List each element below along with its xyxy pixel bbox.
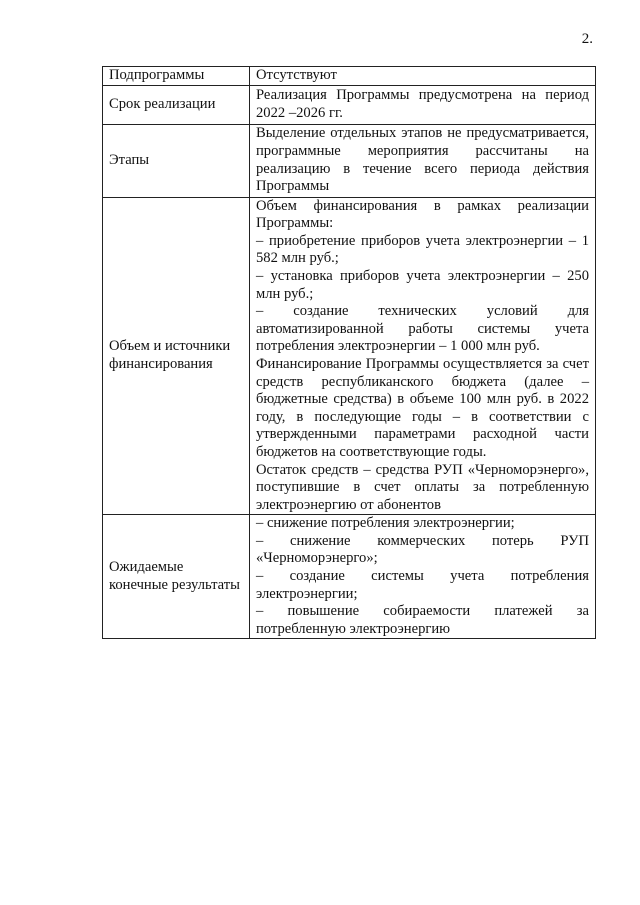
row-value-paragraph: – повышение собираемости платежей за потребленную электроэнергию: [256, 603, 589, 637]
row-value-paragraph: – приобретение приборов учета электроэнергии – 1 582 млн руб.;: [256, 232, 589, 267]
table-row-subprograms: [103, 67, 596, 86]
table-row-period: [103, 85, 596, 124]
page-number: 2.: [581, 31, 593, 47]
row-value-paragraph: Реализация Программы предусмотрена на период 2022 –2026 гг.: [256, 87, 589, 121]
row-value: [250, 67, 596, 86]
row-value: [250, 124, 596, 197]
row-value-paragraph: – снижение потребления электроэнергии;: [256, 515, 515, 532]
row-value-paragraph: – создание технических условий для автоматизированной работы системы учета потребления электроэнергии – 1 000 млн руб.: [256, 303, 589, 355]
row-value: [250, 85, 596, 124]
program-passport-table: [102, 66, 596, 639]
row-value-paragraph: – снижение коммерческих потерь РУП «Черноморэнерго»;: [256, 532, 589, 567]
table-row-results: [103, 515, 596, 639]
row-label: Срок реализации: [103, 85, 250, 124]
table-row-stages: [103, 124, 596, 197]
row-label: Ожидаемые конечные результаты: [103, 515, 250, 639]
row-value: [250, 197, 596, 515]
row-value-paragraph: Выделение отдельных этапов не предусматривается, программные мероприятия рассчитаны на реализацию в течение всего периода действия Программы: [256, 125, 589, 195]
row-value-paragraph: – установка приборов учета электроэнергии – 250 млн руб.;: [256, 267, 589, 302]
row-label: Объем и источники финансирования: [103, 197, 250, 515]
row-value-paragraph: Отсутствуют: [256, 67, 337, 83]
row-value-paragraph: – создание системы учета потребления электроэнергии;: [256, 568, 589, 602]
table-row-financing: [103, 197, 596, 515]
row-value-paragraph: Остаток средств – средства РУП «Черноморэнерго», поступившие в счет оплаты за потребленную электроэнергию от абонентов: [256, 461, 589, 513]
row-value: [250, 515, 596, 639]
row-label: Подпрограммы: [103, 67, 250, 86]
row-label: Этапы: [103, 124, 250, 197]
row-value-paragraph: Объем финансирования в рамках реализации Программы:: [256, 197, 589, 232]
row-value-paragraph: Финансирование Программы осуществляется за счет средств республиканского бюджета (далее – бюджетные средства) в объеме 100 млн руб. в 2022 году, в последующие годы – в соответствии с утвержденными параметрами расходной части бюджетов на соответствующие годы.: [256, 355, 589, 460]
